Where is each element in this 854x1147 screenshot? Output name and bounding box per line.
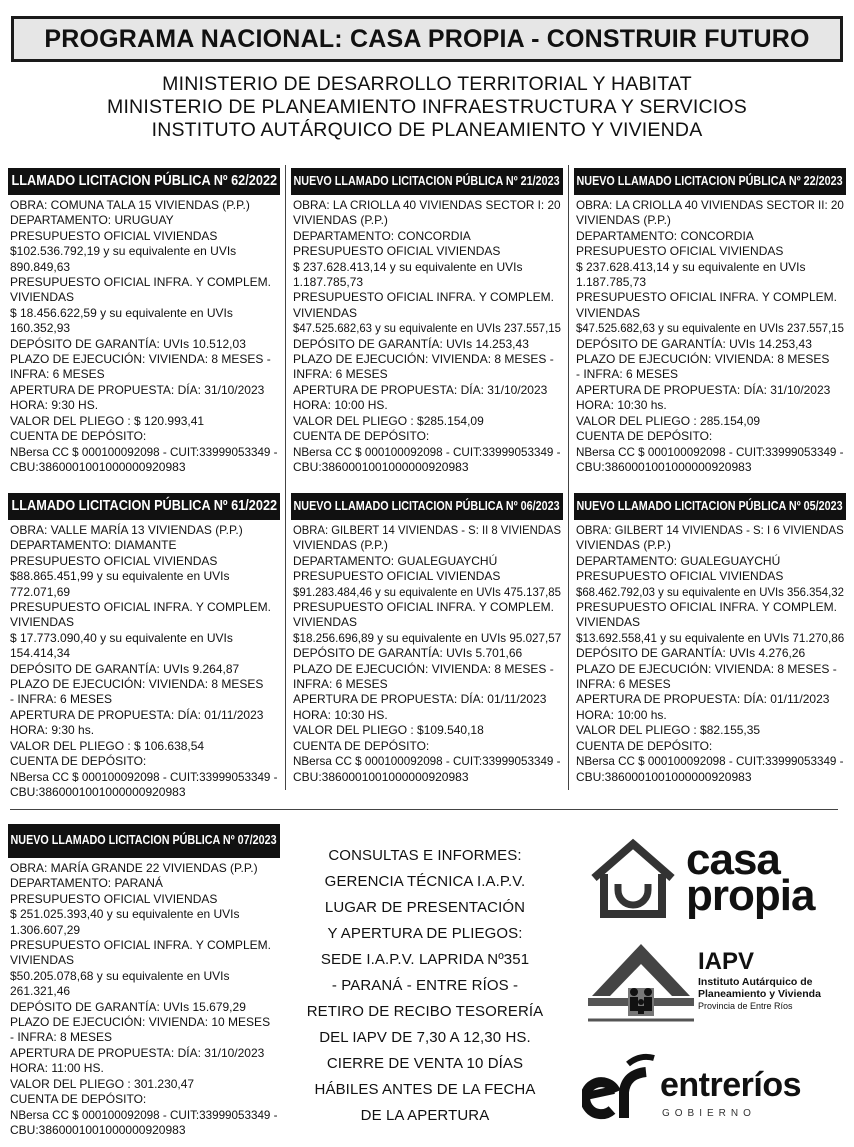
tender-card-line: VALOR DEL PLIEGO : $82.155,35 [576,723,761,738]
house-family-icon [588,940,694,1024]
tender-card-line: DEPARTAMENTO: CONCORDIA [293,228,471,243]
tender-card-line: $68.462.792,03 y su equivalente en UVIs 356.354,32 [576,584,844,599]
tender-card-line: CUENTA DE DEPÓSITO: [293,738,430,753]
tender-card-line: DEPÓSITO DE GARANTÍA: UVIs 9.264,87 [10,661,240,676]
tender-card-line: $13.692.558,41 y su equivalente en UVIs 71.270,86 [576,630,845,645]
tender-card-title: NUEVO LLAMADO LICITACION PÚBLICA Nº 21/2023 [293,173,561,188]
tender-card-line: VIVIENDAS [10,953,75,968]
tender-card-line: VALOR DEL PLIEGO : 285.154,09 [576,413,761,428]
tender-card-line: HORA: 10:30 HS. [293,707,388,722]
tender-card-line: PRESUPUESTO OFICIAL VIVIENDAS [10,553,218,568]
column-divider [285,165,286,790]
tender-card-line: VALOR DEL PLIEGO : $ 120.993,41 [10,413,205,428]
tender-card-line: OBRA: GILBERT 14 VIVIENDAS - S: II 8 VIVIENDAS [293,523,561,537]
tender-card-line: VIVIENDAS (P.P.) [293,213,388,228]
tender-card-line: HORA: 10:00 hs. [576,707,667,722]
tender-card-line: DEPARTAMENTO: GUALEGUAYCHÚ [293,553,498,568]
tender-card-line: DEPÓSITO DE GARANTÍA: UVIs 15.679,29 [10,999,246,1014]
tender-card-line: VIVIENDAS [576,305,641,320]
tender-card-line: HORA: 10:00 HS. [293,398,388,413]
inquiries-line: Y APERTURA DE PLIEGOS: [327,925,523,942]
tender-card-line: HORA: 10:30 hs. [576,398,667,413]
ministry-line: INSTITUTO AUTÁRQUICO DE PLANEAMIENTO Y VIVIENDA [151,119,703,141]
tender-card-line: PRESUPUESTO OFICIAL VIVIENDAS [10,228,218,243]
tender-card-line: PLAZO DE EJECUCIÓN: VIVIENDA: 10 MESES [10,1015,271,1030]
tender-card-line: PLAZO DE EJECUCIÓN: VIVIENDA: 8 MESES - [10,352,271,367]
tender-card-body [574,195,846,475]
tender-card-line: CUENTA DE DEPÓSITO: [576,738,713,753]
tender-card-line: VALOR DEL PLIEGO : $109.540,18 [293,723,484,738]
tender-card-line: PRESUPUESTO OFICIAL INFRA. Y COMPLEM. [10,600,271,615]
tender-card-line: DEPÓSITO DE GARANTÍA: UVIs 4.276,26 [576,646,806,661]
tender-card-line: PRESUPUESTO OFICIAL INFRA. Y COMPLEM. [10,938,271,953]
tender-card-line: DEPÓSITO DE GARANTÍA: UVIs 10.512,03 [10,336,246,351]
tender-card-line: PLAZO DE EJECUCIÓN: VIVIENDA: 8 MESES [10,677,264,692]
tender-card-line: PRESUPUESTO OFICIAL INFRA. Y COMPLEM. [576,290,837,305]
tender-card-line: 160.352,93 [10,321,71,336]
tender-card-line: OBRA: LA CRIOLLA 40 VIVIENDAS SECTOR II: 20 [576,198,844,212]
tender-card-header [574,493,846,520]
tender-card-line: $47.525.682,63 y su equivalente en UVIs 237.557,15 [576,321,844,336]
tender-card-line: PLAZO DE EJECUCIÓN: VIVIENDA: 8 MESES - [293,661,554,676]
tender-card-line: $91.283.484,46 y su equivalente en UVIs 475.137,85 [293,584,561,599]
tender-card-line: PRESUPUESTO OFICIAL INFRA. Y COMPLEM. [293,290,554,305]
tender-card-line: PLAZO DE EJECUCIÓN: VIVIENDA: 8 MESES - [293,352,554,367]
iapv-province: Provincia de Entre Ríos [698,1001,793,1011]
tender-card-line: CBU:3860001001000000920983 [10,1122,186,1137]
tender-card-line: APERTURA DE PROPUESTA: DÍA: 01/11/2023 [293,692,547,707]
tender-card-line: $102.536.792,19 y su equivalente en UVIs [10,244,237,259]
tender-card-61-2022 [8,493,280,800]
tender-card-title: NUEVO LLAMADO LICITACION PÚBLICA Nº 06/2023 [293,498,561,513]
tender-card-line: NBersa CC $ 000100092098 - CUIT:33999053349 - [10,1107,278,1122]
tender-card-line: INFRA: 6 MESES [10,367,105,382]
tender-card-line: PRESUPUESTO OFICIAL VIVIENDAS [293,244,501,259]
tender-card-line: PRESUPUESTO OFICIAL INFRA. Y COMPLEM. [10,275,271,290]
tender-card-line: VALOR DEL PLIEGO : $ 106.638,54 [10,738,205,753]
tender-card-line: - INFRA: 6 MESES [10,692,113,707]
tender-card-line: $88.865.451,99 y su equivalente en UVIs [10,569,230,584]
tender-card-line: NBersa CC $ 000100092098 - CUIT:33999053349 - [576,754,844,769]
tender-card-line: 772.071,69 [10,584,71,599]
tender-card-line: $47.525.682,63 y su equivalente en UVIs 237.557,15 [293,321,561,336]
tender-card-line: INFRA: 6 MESES [293,677,388,692]
tender-card-line: $ 237.628.413,14 y su equivalente en UVIs [293,259,523,274]
tender-card-title: LLAMADO LICITACION PÚBLICA Nº 61/2022 [11,497,277,514]
tender-card-line: NBersa CC $ 000100092098 - CUIT:33999053349 - [10,444,278,459]
tender-card-22-2023 [574,168,846,475]
tender-card-line: PRESUPUESTO OFICIAL INFRA. Y COMPLEM. [576,600,837,615]
inquiries-line: DEL IAPV DE 7,30 A 12,30 HS. [319,1029,531,1046]
tender-card-header [291,493,563,520]
tender-card-line: NBersa CC $ 000100092098 - CUIT:33999053349 - [293,444,561,459]
tender-card-line: HORA: 9:30 hs. [10,723,95,738]
tender-card-title: LLAMADO LICITACION PÚBLICA Nº 62/2022 [11,172,277,189]
tender-card-title: NUEVO LLAMADO LICITACION PÚBLICA Nº 05/2023 [576,498,844,513]
tender-card-line: - INFRA: 6 MESES [576,367,679,382]
tender-card-line: VIVIENDAS (P.P.) [576,213,671,228]
tender-card-line: 1.187.785,73 [576,275,647,290]
tender-card-line: 154.414,34 [10,646,71,661]
tender-card-line: 1.306.607,29 [10,922,81,937]
tender-card-line: CBU:3860001001000000920983 [293,459,469,474]
tender-card-05-2023 [574,493,846,785]
tender-card-line: CUENTA DE DEPÓSITO: [293,429,430,444]
tender-card-line: DEPARTAMENTO: URUGUAY [10,213,174,228]
tender-card-line: OBRA: COMUNA TALA 15 VIVIENDAS (P.P.) [10,198,250,212]
inquiries-line: RETIRO DE RECIBO TESORERÍA [306,1003,544,1020]
tender-card-line: DEPARTAMENTO: DIAMANTE [10,538,177,553]
tender-card-header [8,168,280,195]
tender-card-line: APERTURA DE PROPUESTA: DÍA: 31/10/2023 [576,382,831,397]
tender-card-21-2023 [291,168,563,475]
tender-card-line: VIVIENDAS [293,615,358,630]
tender-card-header [291,168,563,195]
tender-card-title: NUEVO LLAMADO LICITACION PÚBLICA Nº 22/2023 [576,173,844,188]
er-monogram-icon [582,1052,662,1124]
tender-card-line: VIVIENDAS [10,290,75,305]
inquiries-line: - PARANÁ - ENTRE RÍOS - [331,977,519,994]
inquiries-info [305,843,545,1129]
tender-card-line: - INFRA: 8 MESES [10,1030,113,1045]
tender-card-header [8,493,280,520]
inquiries-line: CIERRE DE VENTA 10 DÍAS [326,1055,524,1072]
ministries-heading [0,73,854,142]
tender-card-title: NUEVO LLAMADO LICITACION PÚBLICA Nº 07/2023 [10,833,278,848]
tender-card-62-2022 [8,168,280,475]
section-divider [10,809,838,810]
tender-card-body [8,858,280,1138]
tender-card-line: NBersa CC $ 000100092098 - CUIT:33999053349 - [10,769,278,784]
tender-card-line: OBRA: GILBERT 14 VIVIENDAS - S: I 6 VIVIENDAS [576,523,844,537]
tender-card-line: INFRA: 6 MESES [293,367,388,382]
casa-propia-word: propia [686,871,815,920]
ministry-line: MINISTERIO DE DESARROLLO TERRITORIAL Y HABITAT [162,73,692,95]
inquiries-line: CONSULTAS E INFORMES: [328,847,522,864]
tender-card-line: $ 18.456.622,59 y su equivalente en UVIs [10,305,233,320]
tender-card-line: VALOR DEL PLIEGO : 301.230,47 [10,1076,195,1091]
iapv-title: IAPV [698,948,755,975]
tender-card-line: CBU:3860001001000000920983 [576,769,752,784]
tender-card-line: HORA: 9:30 HS. [10,398,99,413]
tender-card-line: APERTURA DE PROPUESTA: DÍA: 31/10/2023 [10,1045,265,1060]
tender-card-line: CBU:3860001001000000920983 [293,769,469,784]
iapv-logo [588,940,838,1025]
tender-card-line: CUENTA DE DEPÓSITO: [10,1092,147,1107]
tender-card-line: APERTURA DE PROPUESTA: DÍA: 31/10/2023 [10,382,265,397]
tender-card-line: CUENTA DE DEPÓSITO: [10,429,147,444]
tender-card-line: DEPARTAMENTO: GUALEGUAYCHÚ [576,553,781,568]
house-smile-icon [588,838,678,922]
tender-card-body [291,195,563,475]
tender-card-line: DEPARTAMENTO: PARANÁ [10,876,163,891]
tender-card-line: DEPÓSITO DE GARANTÍA: UVIs 5.701,66 [293,646,523,661]
ministry-line: MINISTERIO DE PLANEAMIENTO INFRAESTRUCTURA Y SERVICIOS [107,96,747,118]
tender-card-line: OBRA: VALLE MARÍA 13 VIVIENDAS (P.P.) [10,523,243,537]
tender-card-line: OBRA: LA CRIOLLA 40 VIVIENDAS SECTOR I: 20 [293,198,561,212]
casa-propia-logo [588,835,828,922]
tender-card-line: PRESUPUESTO OFICIAL VIVIENDAS [10,891,218,906]
entre-rios-logo [582,1052,832,1124]
inquiries-line: GERENCIA TÉCNICA I.A.P.V. [324,873,526,890]
tender-card-line: DEPÓSITO DE GARANTÍA: UVIs 14.253,43 [576,336,812,351]
tender-card-body [8,195,280,475]
tender-card-body [291,520,563,785]
tender-card-line: DEPÓSITO DE GARANTÍA: UVIs 14.253,43 [293,336,529,351]
inquiries-line: DE LA APERTURA [360,1107,490,1124]
program-banner: PROGRAMA NACIONAL: CASA PROPIA - CONSTRUIR FUTURO [11,16,843,62]
tender-card-line: VIVIENDAS [293,305,358,320]
tender-card-line: VIVIENDAS [10,615,75,630]
tender-card-line: CBU:3860001001000000920983 [10,459,186,474]
tender-card-line: CBU:3860001001000000920983 [10,784,186,799]
tender-card-06-2023 [291,493,563,785]
tender-card-line: PRESUPUESTO OFICIAL INFRA. Y COMPLEM. [293,600,554,615]
entre-rios-word: entreríos [660,1066,801,1104]
inquiries-line: LUGAR DE PRESENTACIÓN [324,899,526,916]
tender-card-line: APERTURA DE PROPUESTA: DÍA: 01/11/2023 [10,707,264,722]
tender-card-line: $18.256.696,89 y su equivalente en UVIs 95.027,57 [293,630,562,645]
tender-card-line: CUENTA DE DEPÓSITO: [10,754,147,769]
tender-card-line: NBersa CC $ 000100092098 - CUIT:33999053349 - [293,754,561,769]
column-divider [568,165,569,790]
tender-card-line: $ 17.773.090,40 y su equivalente en UVIs [10,630,233,645]
tender-card-line: DEPARTAMENTO: CONCORDIA [576,228,754,243]
iapv-subtitle: Planeamiento y Vivienda [698,988,821,1000]
tender-card-line: HORA: 11:00 HS. [10,1061,104,1076]
tender-card-body [574,520,846,785]
tender-card-line: VIVIENDAS [576,615,641,630]
tender-card-line: OBRA: MARÍA GRANDE 22 VIVIENDAS (P.P.) [10,861,258,875]
tender-card-line: INFRA: 6 MESES [576,677,671,692]
iapv-subtitle: Instituto Autárquico de [698,976,813,988]
tender-card-line: $ 237.628.413,14 y su equivalente en UVIs [576,259,806,274]
tender-card-line: 890.849,63 [10,259,71,274]
tender-card-line: $ 251.025.393,40 y su equivalente en UVIs [10,907,240,922]
casa-propia-word: casa [686,835,780,884]
tender-card-line: PRESUPUESTO OFICIAL VIVIENDAS [576,244,784,259]
tender-card-body [8,520,280,800]
tender-card-line: APERTURA DE PROPUESTA: DÍA: 01/11/2023 [576,692,830,707]
tender-card-header [8,824,280,858]
tender-card-line: CUENTA DE DEPÓSITO: [576,429,713,444]
tender-card-line: PLAZO DE EJECUCIÓN: VIVIENDA: 8 MESES - [576,661,837,676]
tender-card-line: 1.187.785,73 [293,275,364,290]
tender-card-line: 261.321,46 [10,984,71,999]
tender-card-line: PLAZO DE EJECUCIÓN: VIVIENDA: 8 MESES [576,352,830,367]
tender-card-line: VALOR DEL PLIEGO : $285.154,09 [293,413,484,428]
tender-card-header [574,168,846,195]
tender-card-line: VIVIENDAS (P.P.) [576,538,671,553]
tender-card-line: APERTURA DE PROPUESTA: DÍA: 31/10/2023 [293,382,548,397]
inquiries-line: HÁBILES ANTES DE LA FECHA [314,1081,536,1098]
tender-card-line: CBU:3860001001000000920983 [576,459,752,474]
tender-card-line: $50.205.078,68 y su equivalente en UVIs [10,968,230,983]
tender-card-line: VIVIENDAS (P.P.) [293,538,388,553]
tender-card-line: PRESUPUESTO OFICIAL VIVIENDAS [576,569,784,584]
tender-card-07-2023 [8,824,280,1138]
tender-card-line: PRESUPUESTO OFICIAL VIVIENDAS [293,569,501,584]
entre-rios-subtitle: GOBIERNO [662,1108,756,1119]
inquiries-line: SEDE I.A.P.V. LAPRIDA Nº351 [320,951,530,968]
tender-card-line: NBersa CC $ 000100092098 - CUIT:33999053349 - [576,444,844,459]
